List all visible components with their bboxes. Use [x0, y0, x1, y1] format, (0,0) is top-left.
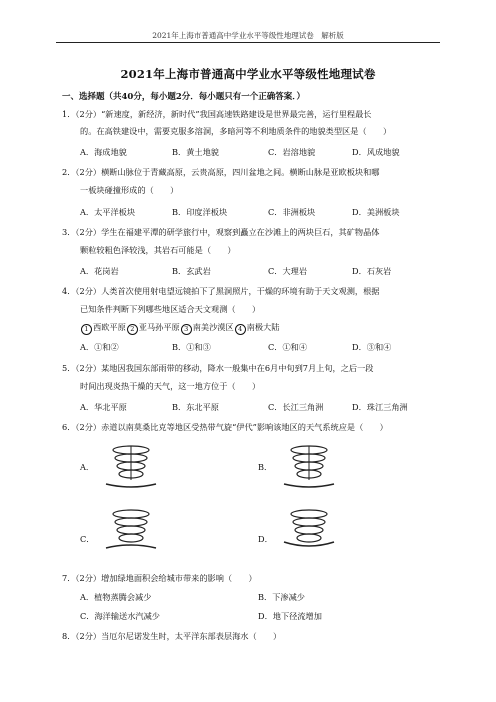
q2-line1: 2．（2分）横断山脉位于青藏高原，云贵高原，四川盆地之间。横断山脉是亚欧板块和哪 — [62, 167, 380, 177]
q7-option-b[interactable]: B．下渗减少 — [258, 592, 305, 602]
page-header — [0, 0, 496, 40]
q2-option-b[interactable]: B．印度洋板块 — [172, 207, 228, 217]
q7-line1: 7．（2分）增加绿地面积会给城市带来的影响（ ） — [62, 573, 257, 583]
q5-line2: 时间出现炎热干燥的天气，这一地方位于（ ） — [80, 381, 261, 391]
q4-item-4: 南极大陆 — [246, 322, 280, 332]
q6-option-a[interactable]: A． — [80, 462, 95, 472]
q4-option-a[interactable]: A．①和② — [80, 342, 119, 352]
q4-item-2: 亚马孙平原 — [138, 322, 180, 332]
q7-option-c[interactable]: C．海洋输送水汽减少 — [80, 611, 160, 621]
q3-line1: 3．（2分）学生在福建平潭的研学旅行中，观察到矗立在沙滩上的两块巨石，其矿物晶体 — [62, 227, 380, 237]
q4-option-b[interactable]: B．①和③ — [172, 342, 211, 352]
q4-items — [80, 321, 460, 335]
item-marker-1: 1 — [81, 324, 92, 335]
item-marker-2: 2 — [127, 324, 138, 335]
q1-line1: 1．（2分）“新速度，新经济，新时代”我国高速铁路建设是世界最完善，运行里程最长 — [62, 109, 372, 119]
cyclone-figure-c — [102, 502, 160, 552]
q7-option-d[interactable]: D．地下径流增加 — [258, 611, 322, 621]
q1-option-d[interactable]: D．风成地貌 — [352, 147, 400, 157]
q6-option-b[interactable]: B． — [258, 462, 273, 472]
q3-line2: 颗粒较粗色泽较浅，其岩石可能是（ ） — [80, 245, 236, 255]
q7-option-a[interactable]: A．植物蒸腾会减少 — [80, 592, 152, 602]
q3-option-b[interactable]: B．玄武岩 — [172, 266, 211, 276]
q4-item-1: 西欧平原 — [93, 322, 126, 332]
q1-line2: 的。在高铁建设中，需要克服多溶洞，多暗河等不利地质条件的地貌类型区是（ ） — [80, 126, 392, 136]
q8-line1: 8．（2分）当厄尔尼诺发生时，太平洋东部表层海水（ ） — [62, 631, 282, 641]
q4-item-3: 南美沙漠区 — [192, 322, 234, 332]
cyclone-figure-b — [280, 440, 338, 490]
q3-option-d[interactable]: D．石灰岩 — [352, 266, 392, 276]
q4-option-c[interactable]: C．①和④ — [268, 342, 308, 352]
header-divider — [56, 42, 440, 43]
q6-option-d[interactable]: D． — [258, 534, 273, 544]
q5-option-a[interactable]: A．华北平原 — [80, 402, 127, 412]
q2-option-a[interactable]: A．太平洋板块 — [80, 207, 136, 217]
q4-option-d[interactable]: D．③和④ — [352, 342, 392, 352]
q1-option-c[interactable]: C．岩溶地貌 — [268, 147, 316, 157]
q2-option-c[interactable]: C．非洲板块 — [268, 207, 316, 217]
cyclone-figure-a — [102, 440, 160, 490]
section-heading: 一、选择题（共40分，每小题2分．每小题只有一个正确答案．） — [62, 92, 305, 102]
q6-option-c[interactable]: C． — [80, 534, 95, 544]
q1-option-a[interactable]: A．海成地貌 — [80, 147, 127, 157]
q1-option-b[interactable]: B．黄土地貌 — [172, 147, 219, 157]
q6-line1: 6．（2分）赤道以南莫桑比克等地区受热带气旋“伊代”影响该地区的天气系统应是（ ） — [62, 422, 388, 432]
page-title: 2021年上海市普通高中学业水平等级性地理试卷 — [120, 67, 376, 81]
q5-line1: 5．（2分）某地因我国东部雨带的移动，降水一般集中在6月中旬到7月上旬，之后一段 — [62, 363, 374, 373]
header-text: 2021年上海市普通高中学业水平等级性地理试卷 解析版 — [152, 31, 344, 40]
q4-line2: 已知条件判断下列哪些地区适合天文观测（ ） — [80, 304, 261, 314]
q4-line1: 4．（2分）人类首次使用射电望远镜拍下了黑洞照片，干燥的环境有助于天文观测，根据 — [62, 286, 380, 296]
q5-option-d[interactable]: D．珠江三角洲 — [352, 402, 408, 412]
item-marker-4: 4 — [235, 324, 246, 335]
q2-line2: 一板块碰撞形成的（ ） — [80, 185, 179, 195]
q5-option-b[interactable]: B．东北平原 — [172, 402, 219, 412]
item-marker-3: 3 — [181, 324, 192, 335]
q3-option-a[interactable]: A．花岗岩 — [80, 266, 119, 276]
cyclone-figure-d — [280, 502, 338, 552]
q5-option-c[interactable]: C．长江三角洲 — [268, 402, 324, 412]
q2-option-d[interactable]: D．美洲板块 — [352, 207, 400, 217]
q3-option-c[interactable]: C．大理岩 — [268, 266, 308, 276]
